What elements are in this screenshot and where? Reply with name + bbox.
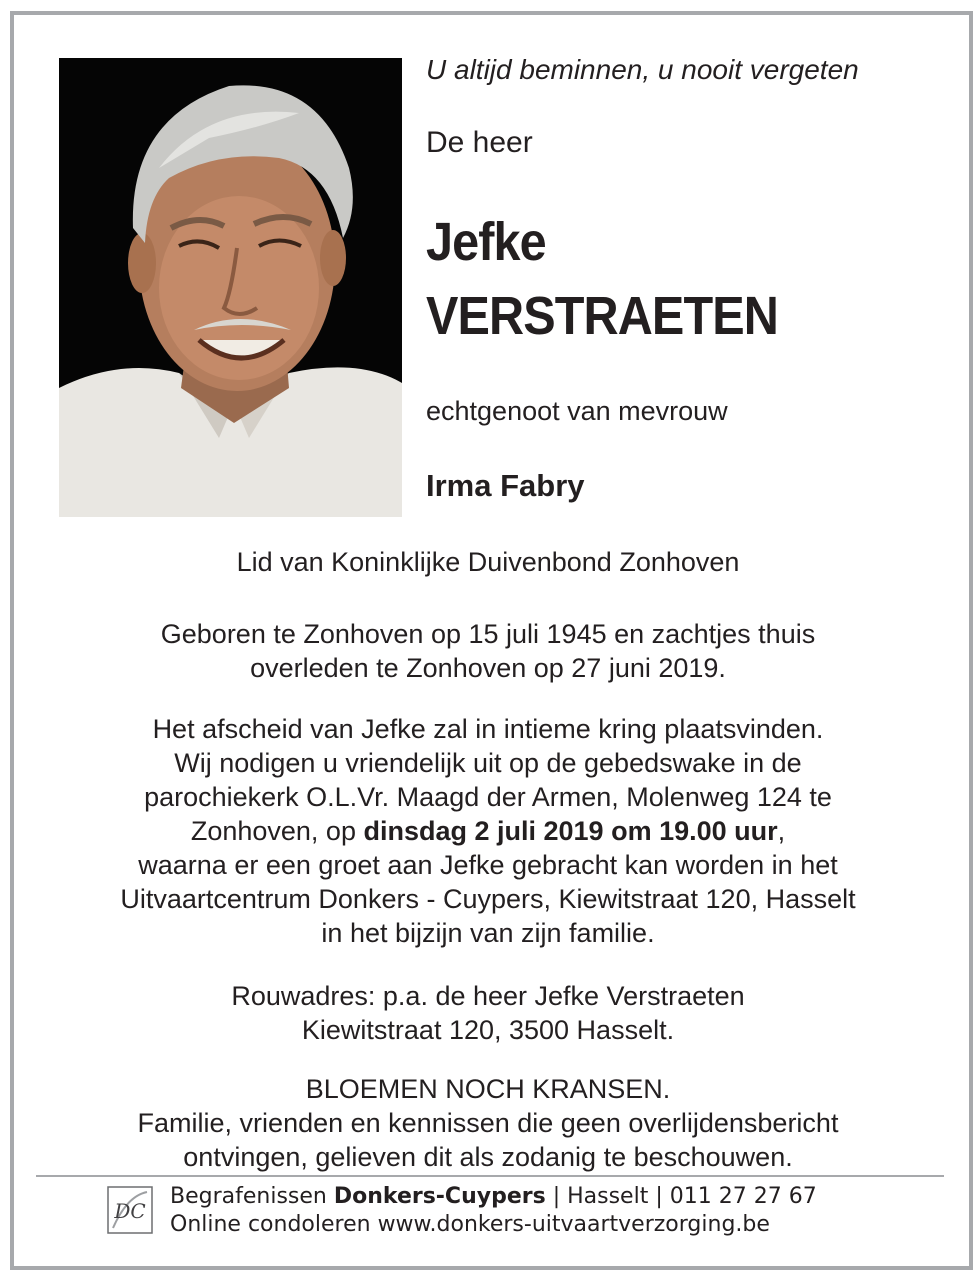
farewell-date-prefix: Zonhoven, op [190,816,364,846]
last-name: VERSTRAETEN [426,286,778,346]
farewell-line: parochiekerk O.L.Vr. Maagd der Armen, Molenweg 124 te [144,782,832,812]
footer-separator: | [648,1184,670,1209]
footer-city: Hasselt [567,1184,649,1209]
flowers-line: Familie, vrienden en kennissen die geen overlijdensbericht [137,1108,839,1138]
spouse-name: Irma Fabry [426,468,585,503]
company-name: Donkers-Cuypers [333,1184,546,1209]
condolence-label: Online condoleren [170,1212,378,1237]
farewell-line: Het afscheid van Jefke zal in intieme kring plaatsvinden. [152,714,824,744]
mourning-address [40,979,936,1047]
farewell-line: in het bijzijn van zijn familie. [321,918,655,948]
funeral-home-logo [107,1186,153,1234]
death-line: overleden te Zonhoven op 27 juni 2019. [250,653,726,683]
logo-letters: DC [114,1199,146,1223]
footer-line-contact [170,1183,817,1211]
farewell-line: Wij nodigen u vriendelijk uit op de gebedswake in de [174,748,802,778]
farewell-line: Uitvaartcentrum Donkers - Cuypers, Kiewitstraat 120, Hasselt [120,884,856,914]
website-link[interactable]: www.donkers-uitvaartverzorging.be [377,1212,770,1237]
farewell-line: waarna er een groet aan Jefke gebracht kan worden in het [138,850,838,880]
address-line: Rouwadres: p.a. de heer Jefke Verstraeten [231,981,745,1011]
flowers-line: BLOEMEN NOCH KRANSEN. [305,1074,671,1104]
birth-death-text [40,617,936,685]
spouse-label: echtgenoot van mevrouw [426,396,728,426]
wake-date: dinsdag 2 juli 2019 om 19.00 uur [363,816,778,846]
phone-number[interactable]: 011 27 27 67 [669,1184,817,1209]
honorific: De heer [426,126,533,159]
footer-divider [36,1175,944,1177]
footer-prefix: Begrafenissen [170,1184,334,1209]
portrait-photo [59,58,402,517]
footer-line-online [170,1211,817,1239]
membership: Lid van Koninklijke Duivenbond Zonhoven [236,547,740,577]
flowers-notice [40,1072,936,1174]
birth-line: Geboren te Zonhoven op 15 juli 1945 en zachtjes thuis [160,619,816,649]
farewell-date-suffix: , [777,816,786,846]
address-line: Kiewitstraat 120, 3500 Hasselt. [301,1015,675,1045]
motto: U altijd beminnen, u nooit vergeten [426,54,859,85]
funeral-home-footer [170,1183,817,1239]
flowers-line: ontvingen, gelieven dit als zodanig te beschouwen. [183,1142,793,1172]
deceased-name [426,205,778,353]
first-name: Jefke [426,212,546,272]
footer-separator: | [545,1184,568,1209]
farewell-text [40,712,936,950]
farewell-line-date [40,814,936,848]
